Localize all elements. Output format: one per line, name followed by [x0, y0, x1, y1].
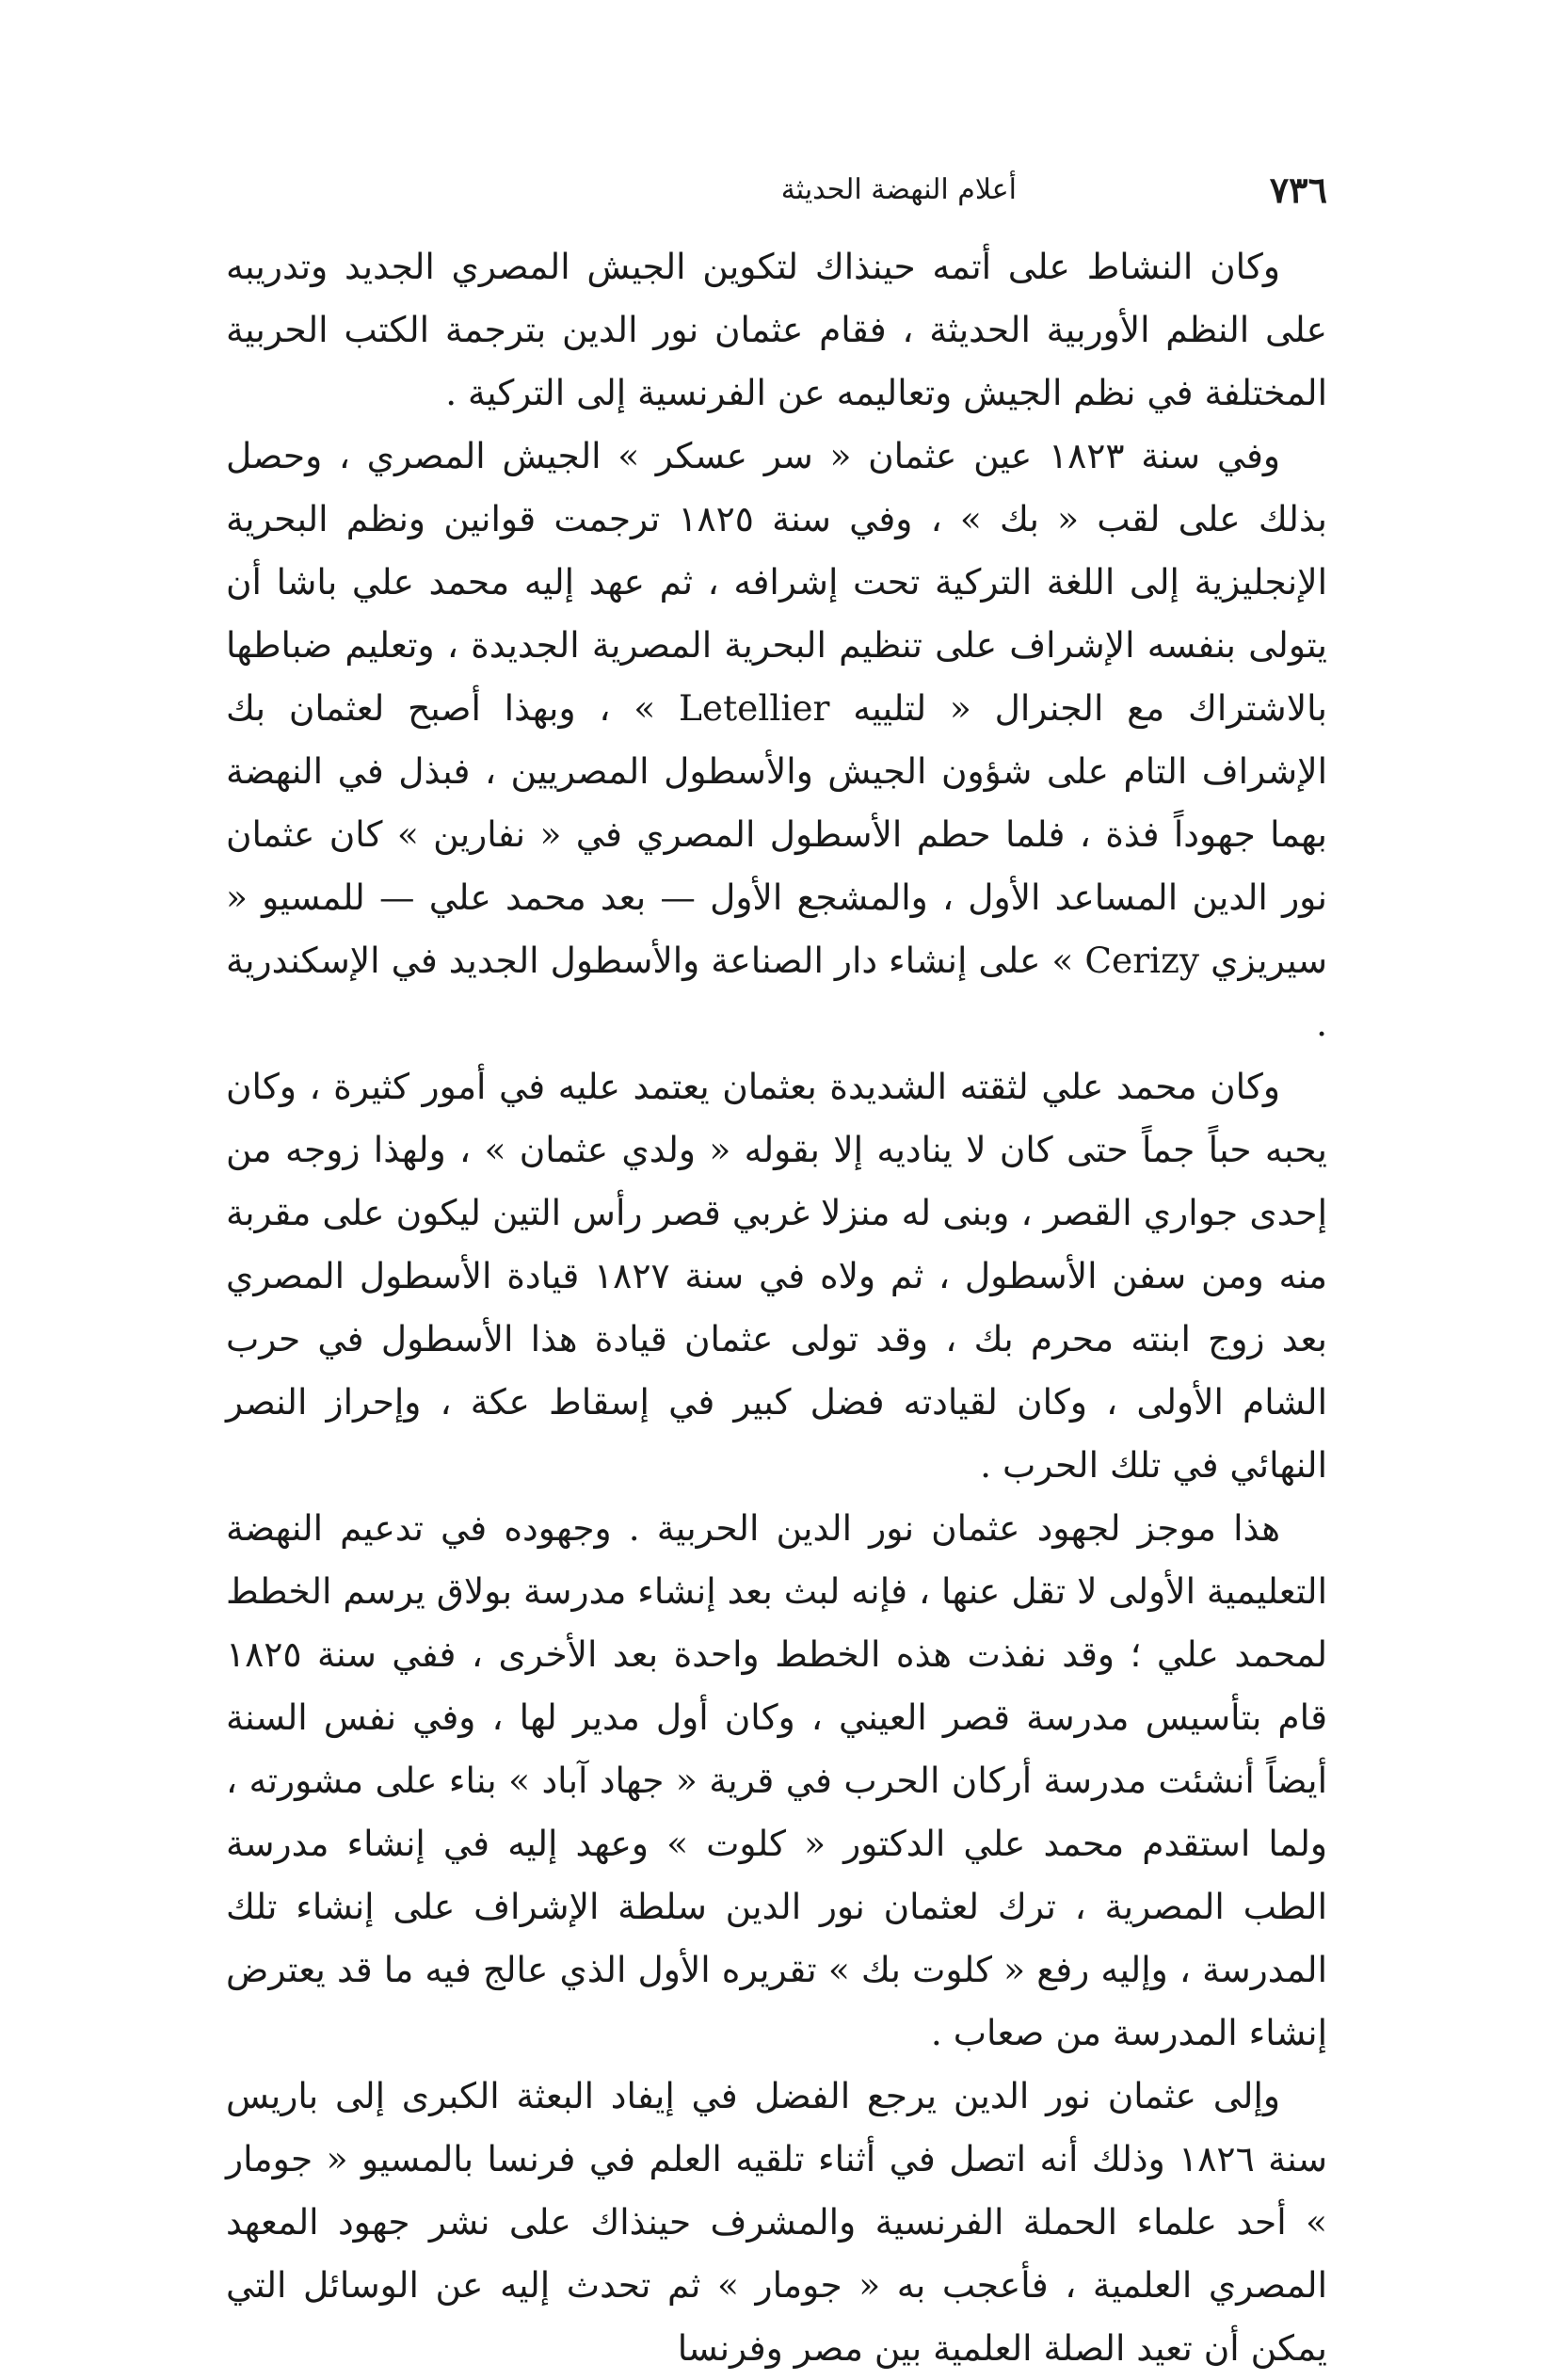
page-number: ٧٣٦ — [1269, 169, 1327, 211]
body-text — [226, 235, 1327, 2380]
paragraph: وكان النشاط على أتمه حينذاك لتكوين الجيش المصري الجديد وتدريبه على النظم الأوربية الحديثة ، فقام عثمان نور الدين بترجمة الكتب الحربية المختلفة في نظم الجيش وتعاليمه عن الفرنسية إلى التركية . — [226, 246, 1327, 413]
running-title: أعلام النهضة الحديثة — [780, 173, 1017, 206]
paragraph: وإلى عثمان نور الدين يرجع الفضل في إيفاد البعثة الكبرى إلى باريس سنة ١٨٢٦ وذلك أنه اتصل في أثناء تلقيه العلم في فرنسا بالمسيو « جومار » أحد علماء الحملة الفرنسية والمشرف حينذاك على نشر جهود المعهد المصري العلمية ، فأعجب به « جومار » ثم تحدث إليه عن الوسائل التي يمكن أن تعيد الصلة العلمية بين مصر وفرنسا — [226, 2075, 1327, 2369]
paragraph: وفي سنة ١٨٢٣ عين عثمان « سر عسكر » الجيش المصري ، وحصل بذلك على لقب « بك » ، وفي سنة ١٨٢٥ ترجمت قوانين ونظم البحرية الإنجليزية إلى اللغة التركية تحت إشرافه ، ثم عهد إليه محمد علي باشا أن يتولى بنفسه الإشراف على تنظيم البحرية المصرية الجديدة ، وتعليم ضباطها بالاشتراك مع الجنرال « لتلييه Letellier » ، وبهذا أصبح لعثمان بك الإشراف التام على شؤون الجيش والأسطول المصريين ، فبذل في النهضة بهما جهوداً فذة ، فلما حطم الأسطول المصري في « نفارين » كان عثمان نور الدين المساعد الأول ، والمشجع الأول — بعد محمد علي — للمسيو « سيريزي Cerizy » على إنشاء دار الصناعة والأسطول الجديد في الإسكندرية . — [226, 435, 1327, 1044]
page-header — [226, 162, 1327, 218]
paragraph: هذا موجز لجهود عثمان نور الدين الحربية . وجهوده في تدعيم النهضة التعليمية الأولى لا تقل عنها ، فإنه لبث بعد إنشاء مدرسة بولاق يرسم الخطط لمحمد علي ؛ وقد نفذت هذه الخطط واحدة بعد الأخرى ، ففي سنة ١٨٢٥ قام بتأسيس مدرسة قصر العيني ، وكان أول مدير لها ، وفي نفس السنة أيضاً أنشئت مدرسة أركان الحرب في قرية « جهاد آباد » بناء على مشورته ، ولما استقدم محمد علي الدكتور « كلوت » وعهد إليه في إنشاء مدرسة الطب المصرية ، ترك لعثمان نور الدين سلطة الإشراف على إنشاء تلك المدرسة ، وإليه رفع « كلوت بك » تقريره الأول الذي عالج فيه ما قد يعترض إنشاء المدرسة من صعاب . — [226, 1507, 1327, 2053]
paragraph: وكان محمد علي لثقته الشديدة بعثمان يعتمد عليه في أمور كثيرة ، وكان يحبه حباً جماً حتى كان لا يناديه إلا بقوله « ولدي عثمان » ، ولهذا زوجه من إحدى جواري القصر ، وبنى له منزلا غربي قصر رأس التين ليكون على مقربة منه ومن سفن الأسطول ، ثم ولاه في سنة ١٨٢٧ قيادة الأسطول المصري بعد زوج ابنته محرم بك ، وقد تولى عثمان قيادة هذا الأسطول في حرب الشام الأولى ، وكان لقيادته فضل كبير في إسقاط عكة ، وإحراز النصر النهائي في تلك الحرب . — [226, 1066, 1328, 1486]
